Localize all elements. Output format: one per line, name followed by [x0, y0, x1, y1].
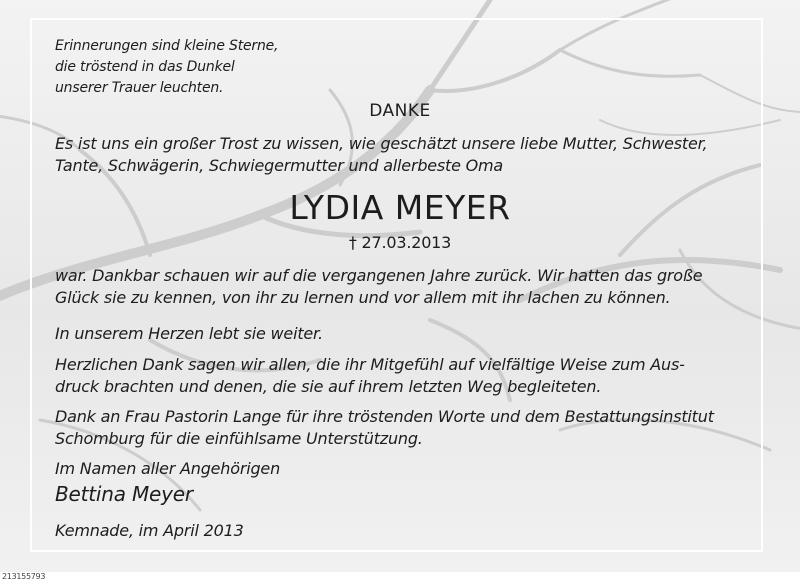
- poem-line: die tröstend in das Dunkel: [55, 59, 235, 75]
- heart-line: In unserem Herzen lebt sie weiter.: [55, 324, 323, 343]
- gratitude-line: Glück sie zu kennen, von ihr zu lernen und vor allem mit ihr lachen zu können.: [55, 288, 671, 307]
- gratitude-paragraph: [55, 265, 702, 309]
- ad-code: 213155793: [2, 572, 46, 581]
- thanks-all-line: druck brachten und denen, die sie auf ihrem letzten Weg begleiteten.: [55, 377, 602, 396]
- thanks-all-line: Herzlichen Dank sagen wir allen, die ihr Mitgefühl auf vielfältige Weise zum Aus-: [55, 355, 685, 374]
- thanks-pastor-line: Schomburg für die einfühlsame Unterstützung.: [55, 429, 423, 448]
- intro-line: Es ist uns ein großer Trost zu wissen, wie geschätzt unsere liebe Mutter, Schwester,: [55, 134, 708, 153]
- intro-line: Tante, Schwägerin, Schwiegermutter und allerbeste Oma: [55, 156, 504, 175]
- gratitude-line: war. Dankbar schauen wir auf die vergangenen Jahre zurück. Wir hatten das große: [55, 266, 703, 285]
- closing-line: Im Namen aller Angehörigen: [55, 459, 281, 478]
- thanks-pastor-line: Dank an Frau Pastorin Lange für ihre tröstenden Worte und dem Bestattungsinstitut: [55, 407, 714, 426]
- opening-poem: [55, 36, 278, 99]
- death-date: † 27.03.2013: [348, 233, 452, 252]
- danke-heading: DANKE: [369, 101, 431, 121]
- poem-line: unserer Trauer leuchten.: [55, 80, 224, 96]
- thanks-all-paragraph: [55, 354, 685, 398]
- intro-paragraph: [55, 133, 707, 177]
- poem-line: Erinnerungen sind kleine Sterne,: [55, 38, 279, 54]
- signature-name: Bettina Meyer: [55, 482, 193, 506]
- thanks-pastor-paragraph: [55, 406, 714, 450]
- place-and-date: Kemnade, im April 2013: [55, 521, 244, 540]
- deceased-name: LYDIA MEYER: [289, 188, 511, 227]
